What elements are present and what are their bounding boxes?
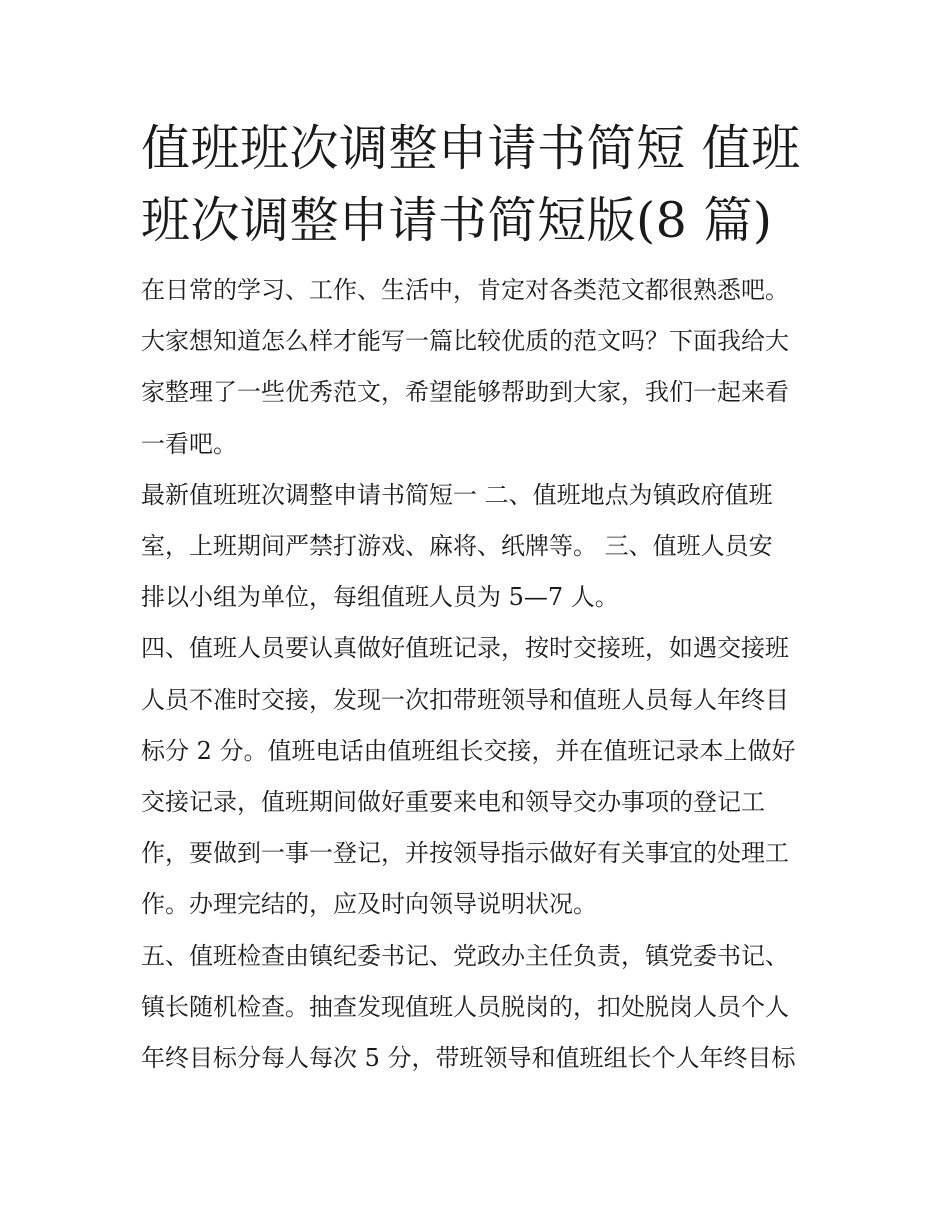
text-line: 年终目标分每人每次 5 分，带班领导和值班组长个人年终目标 xyxy=(141,1044,796,1073)
text-line: 作，要做到一事一登记，并按领导指示做好有关事宜的处理工 xyxy=(141,839,789,868)
paragraph-intro xyxy=(141,265,813,470)
text-line: 镇长随机检查。抽查发现值班人员脱岗的，扣处脱岗人员个人 xyxy=(141,992,789,1021)
paragraph-section-1 xyxy=(141,470,813,624)
text-line: 一看吧。 xyxy=(141,429,237,458)
text-line: 最新值班班次调整申请书简短一 二、值班地点为镇政府值班 xyxy=(141,480,773,509)
document-body xyxy=(141,113,813,1084)
text-line: 四、值班人员要认真做好值班记录，按时交接班，如遇交接班 xyxy=(141,634,789,663)
text-line: 五、值班检查由镇纪委书记、党政办主任负责，镇党委书记、 xyxy=(141,941,789,970)
text-line: 交接记录，值班期间做好重要来电和领导交办事项的登记工 xyxy=(141,788,765,817)
text-line: 室，上班期间严禁打游戏、麻将、纸牌等。 三、值班人员安 xyxy=(141,532,773,561)
text-line: 作。办理完结的，应及时向领导说明状况。 xyxy=(141,890,597,919)
text-line: 人员不准时交接，发现一次扣带班领导和值班人员每人年终目 xyxy=(141,685,789,714)
document-title xyxy=(141,113,813,257)
title-line-2: 班次调整申请书简短版(8 篇) xyxy=(141,192,773,249)
text-line: 大家想知道怎么样才能写一篇比较优质的范文吗？下面我给大 xyxy=(141,327,789,356)
paragraph-section-4 xyxy=(141,623,813,930)
paragraph-section-5 xyxy=(141,931,813,1085)
text-line: 家整理了一些优秀范文，希望能够帮助到大家，我们一起来看 xyxy=(141,378,789,407)
text-line: 在日常的学习、工作、生活中，肯定对各类范文都很熟悉吧。 xyxy=(141,276,789,304)
text-line: 标分 2 分。值班电话由值班组长交接，并在值班记录本上做好 xyxy=(141,736,796,765)
text-line: 排以小组为单位，每组值班人员为 5—7 人。 xyxy=(141,583,619,612)
title-line-1: 值班班次调整申请书简短 值班 xyxy=(141,120,801,177)
